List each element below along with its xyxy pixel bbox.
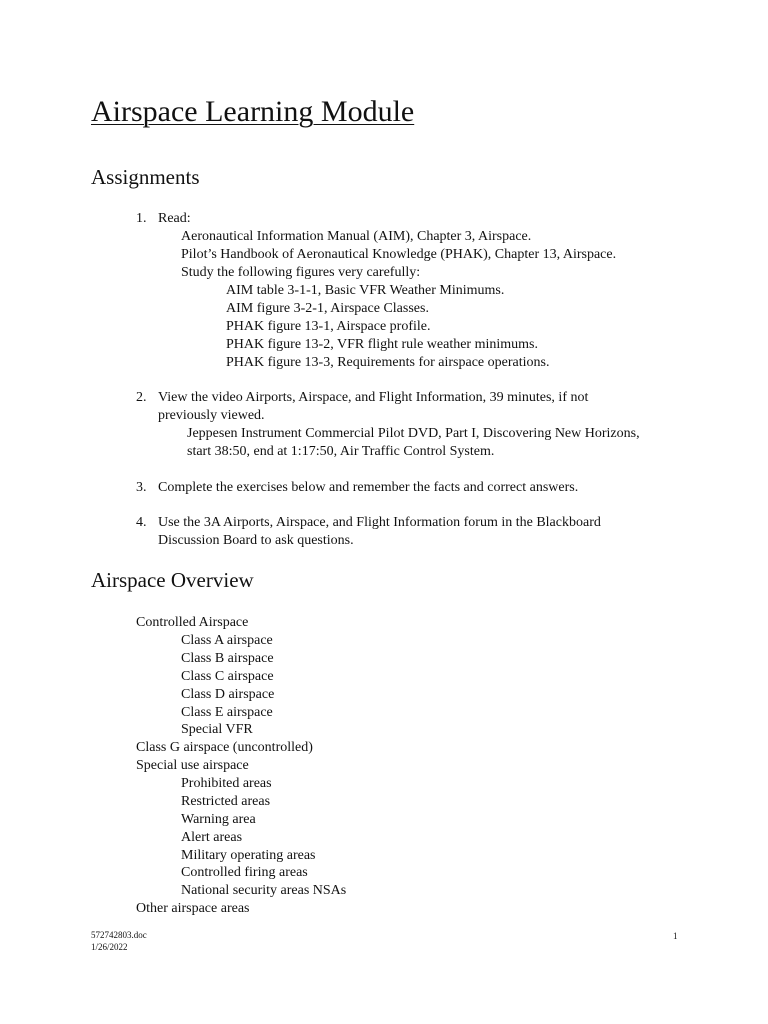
outline-item: Other airspace areas [136, 901, 250, 916]
list-number: 1. [136, 211, 147, 226]
footer-date: 1/26/2022 [91, 942, 128, 952]
reading-item: Pilot’s Handbook of Aeronautical Knowledge (PHAK), Chapter 13, Airspace. [181, 247, 617, 262]
outline-subitem: Controlled firing areas [181, 865, 308, 880]
list-item-text: previously viewed. [158, 408, 265, 423]
page-title: Airspace Learning Module [91, 95, 415, 128]
outline-subitem: Warning area [181, 812, 256, 827]
outline-subitem: Class D airspace [181, 687, 275, 702]
outline-subitem: Class B airspace [181, 651, 274, 666]
list-item-text: Read: [158, 211, 191, 226]
outline-subitem: Restricted areas [181, 794, 271, 809]
reading-item: Study the following figures very carefully: [181, 265, 421, 280]
airspace-overview-heading: Airspace Overview [91, 568, 254, 592]
outline-subitem: Class A airspace [181, 633, 273, 648]
outline-item: Class G airspace (uncontrolled) [136, 740, 313, 755]
reading-item: Aeronautical Information Manual (AIM), Chapter 3, Airspace. [181, 229, 532, 244]
outline-subitem: Military operating areas [181, 848, 316, 863]
video-source: Jeppesen Instrument Commercial Pilot DVD, Part I, Discovering New Horizons, [187, 426, 640, 441]
footer-page-number: 1 [673, 931, 678, 941]
figure-item: AIM figure 3-2-1, Airspace Classes. [226, 301, 429, 316]
outline-item: Controlled Airspace [136, 615, 249, 630]
list-item-text: View the video Airports, Airspace, and Flight Information, 39 minutes, if not [158, 390, 589, 405]
list-number: 4. [136, 515, 147, 530]
figure-item: PHAK figure 13-2, VFR flight rule weather minimums. [226, 337, 538, 352]
list-item-text: Use the 3A Airports, Airspace, and Flight Information forum in the Blackboard [158, 515, 601, 530]
outline-subitem: Class E airspace [181, 705, 273, 720]
outline-item: Special use airspace [136, 758, 249, 773]
outline-subitem: National security areas NSAs [181, 883, 347, 898]
video-timestamps: start 38:50, end at 1:17:50, Air Traffic Control System. [187, 444, 495, 459]
figure-item: PHAK figure 13-1, Airspace profile. [226, 319, 431, 334]
figure-item: AIM table 3-1-1, Basic VFR Weather Minimums. [226, 283, 505, 298]
figure-item: PHAK figure 13-3, Requirements for airspace operations. [226, 355, 550, 370]
list-number: 3. [136, 480, 147, 495]
outline-subitem: Special VFR [181, 722, 253, 737]
outline-subitem: Alert areas [181, 830, 243, 845]
list-number: 2. [136, 390, 147, 405]
footer-filename: 572742803.doc [91, 930, 147, 940]
outline-subitem: Prohibited areas [181, 776, 272, 791]
list-item-text: Discussion Board to ask questions. [158, 533, 354, 548]
list-item-text: Complete the exercises below and remember the facts and correct answers. [158, 480, 579, 495]
assignments-heading: Assignments [91, 165, 200, 189]
outline-subitem: Class C airspace [181, 669, 274, 684]
